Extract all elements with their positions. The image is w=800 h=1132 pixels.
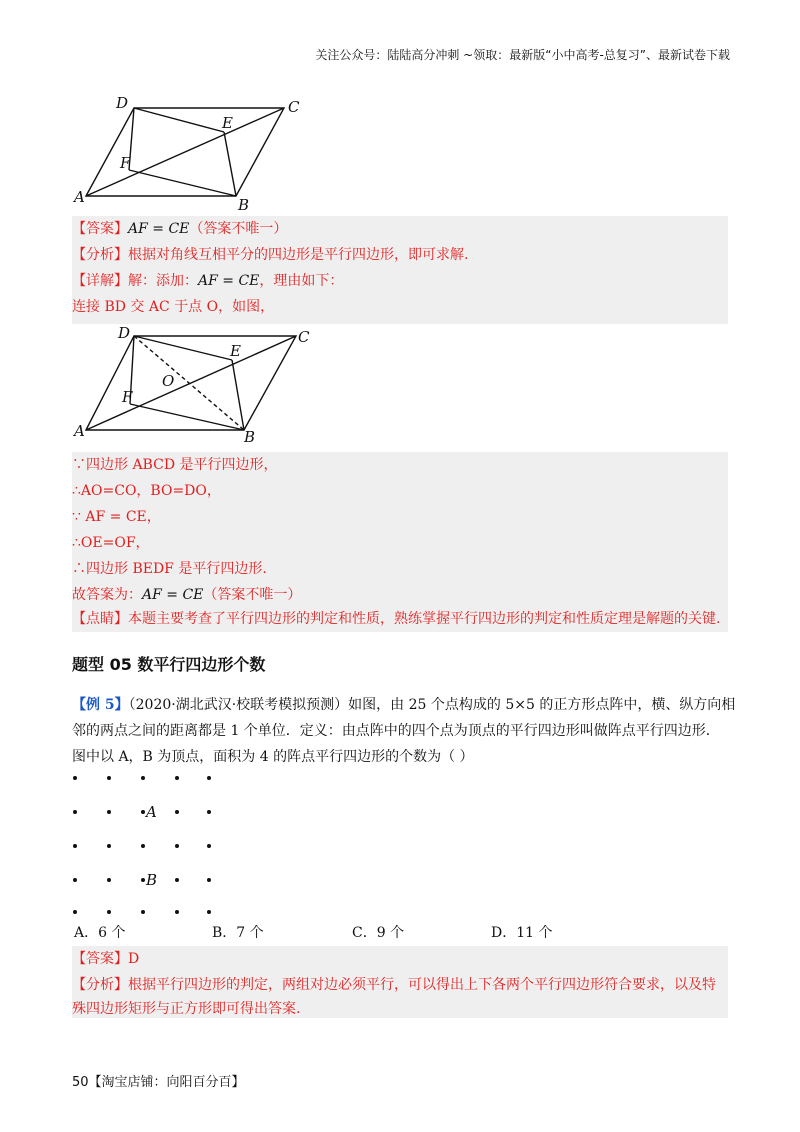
example-tag: 【例 5】 bbox=[72, 697, 129, 713]
choice-b[interactable]: B．7 个 bbox=[212, 925, 264, 941]
lattice-dot bbox=[107, 776, 111, 780]
fig1-label-e: E bbox=[222, 114, 233, 132]
answer-formula: AF = CE bbox=[128, 221, 190, 237]
lattice-dot bbox=[141, 878, 145, 882]
conclusion-lead: 故答案为： bbox=[72, 587, 142, 603]
proof-line-5: ∴四边形 BEDF 是平行四边形. bbox=[72, 561, 267, 577]
comment-tag: 【点睛】 bbox=[72, 611, 128, 627]
analysis-tag: 【分析】 bbox=[72, 247, 128, 263]
choice-c[interactable]: C．9 个 bbox=[352, 925, 405, 941]
proof-line-1: ∵四边形 ABCD 是平行四边形， bbox=[72, 457, 278, 473]
page-footer bbox=[72, 1071, 245, 1090]
detail-line-2: 连接 BD 交 AC 于点 O，如图， bbox=[72, 299, 275, 315]
fig1-label-b: B bbox=[238, 196, 250, 212]
fig2-label-a: A bbox=[74, 422, 85, 440]
lattice-dot bbox=[207, 810, 211, 814]
fig2-label-c: C bbox=[298, 328, 310, 346]
conclusion-note: （答案不唯一） bbox=[203, 587, 302, 603]
lattice-dot bbox=[175, 878, 179, 882]
fig2-label-f: F bbox=[122, 388, 133, 406]
analysis2-tag: 【分析】 bbox=[72, 977, 128, 993]
lattice-dot bbox=[175, 776, 179, 780]
answer2-value: D bbox=[128, 951, 140, 967]
choice-d[interactable]: D．11 个 bbox=[491, 925, 553, 941]
lattice-label-b: B bbox=[146, 871, 158, 889]
lattice-dot bbox=[141, 910, 145, 914]
detail-formula: AF = CE bbox=[198, 273, 260, 289]
answer2-tag: 【答案】 bbox=[72, 951, 128, 967]
detail-tag: 【详解】 bbox=[72, 273, 128, 289]
lattice-dot bbox=[207, 910, 211, 914]
lattice-dot bbox=[207, 878, 211, 882]
fig1-label-a: A bbox=[74, 188, 85, 206]
fig2-label-o: O bbox=[162, 372, 175, 390]
conclusion-formula: AF = CE bbox=[142, 587, 204, 603]
detail-lead: 解：添加： bbox=[128, 273, 198, 289]
section-title: 题型 05 数平行四边形个数 bbox=[72, 655, 266, 674]
proof-line-3: ∵ AF = CE， bbox=[72, 509, 161, 525]
lattice-label-a: A bbox=[146, 803, 157, 821]
example-line-2: 邻的两点之间的距离都是 1 个单位．定义：由点阵中的四个点为顶点的平行四边形叫做阵点平行四边形． bbox=[72, 723, 720, 739]
detail-tail: ，理由如下： bbox=[259, 273, 344, 289]
lattice-dot bbox=[141, 844, 145, 848]
analysis2-line-2: 殊四边形矩形与正方形即可得出答案. bbox=[72, 1001, 301, 1017]
lattice-dot bbox=[175, 810, 179, 814]
choice-a[interactable]: A．6 个 bbox=[74, 925, 126, 941]
analysis-text: 根据对角线互相平分的四边形是平行四边形，即可求解. bbox=[128, 247, 469, 263]
lattice-dot bbox=[107, 878, 111, 882]
lattice-dot bbox=[175, 910, 179, 914]
lattice-dot bbox=[141, 776, 145, 780]
lattice-dot bbox=[107, 810, 111, 814]
analysis2-text-1: 根据平行四边形的判定，两组对边必须平行，可以得出上下各两个平行四边形符合要求，以及特 bbox=[128, 977, 716, 993]
lattice-dot bbox=[73, 844, 77, 848]
lattice-dot bbox=[175, 844, 179, 848]
footer-shop: 【淘宝店铺：向阳百分百】 bbox=[88, 1075, 245, 1090]
example-text-1: （2020·湖北武汉·校联考模拟预测）如图，由 25 个点构成的 5×5 的正方形点阵中，横、纵方向相 bbox=[128, 697, 736, 713]
comment-text: 本题主要考查了平行四边形的判定和性质，熟练掌握平行四边形的判定和性质定理是解题的关键. bbox=[128, 611, 721, 627]
fig1-label-d: D bbox=[116, 94, 129, 112]
fig2-label-e: E bbox=[230, 342, 241, 360]
fig2-label-d: D bbox=[118, 324, 131, 342]
page-number: 50 bbox=[72, 1075, 89, 1090]
fig1-label-c: C bbox=[288, 98, 300, 116]
analysis2-line-1 bbox=[72, 974, 716, 996]
answer-note: （答案不唯一） bbox=[189, 221, 288, 237]
lattice-dot bbox=[73, 776, 77, 780]
lattice-dot bbox=[73, 910, 77, 914]
answer-tag: 【答案】 bbox=[72, 221, 128, 237]
lattice-dot bbox=[141, 810, 145, 814]
fig1-label-f: F bbox=[120, 154, 131, 172]
lattice-dot bbox=[73, 878, 77, 882]
lattice-dot bbox=[207, 776, 211, 780]
page-header: 关注公众号：陆陆高分冲刺 ~领取：最新版“小中高考-总复习”、最新试卷下载 bbox=[315, 48, 730, 62]
fig2-label-b: B bbox=[244, 428, 256, 446]
lattice-dot bbox=[207, 844, 211, 848]
lattice-dot bbox=[107, 844, 111, 848]
proof-line-2: ∴AO=CO，BO=DO， bbox=[72, 483, 221, 499]
proof-line-4: ∴OE=OF， bbox=[72, 535, 150, 551]
lattice-dot bbox=[107, 910, 111, 914]
lattice-dot bbox=[73, 810, 77, 814]
example-line-3: 图中以 A，B 为顶点，面积为 4 的阵点平行四边形的个数为（ ） bbox=[72, 749, 474, 765]
answer2-line bbox=[72, 948, 139, 970]
